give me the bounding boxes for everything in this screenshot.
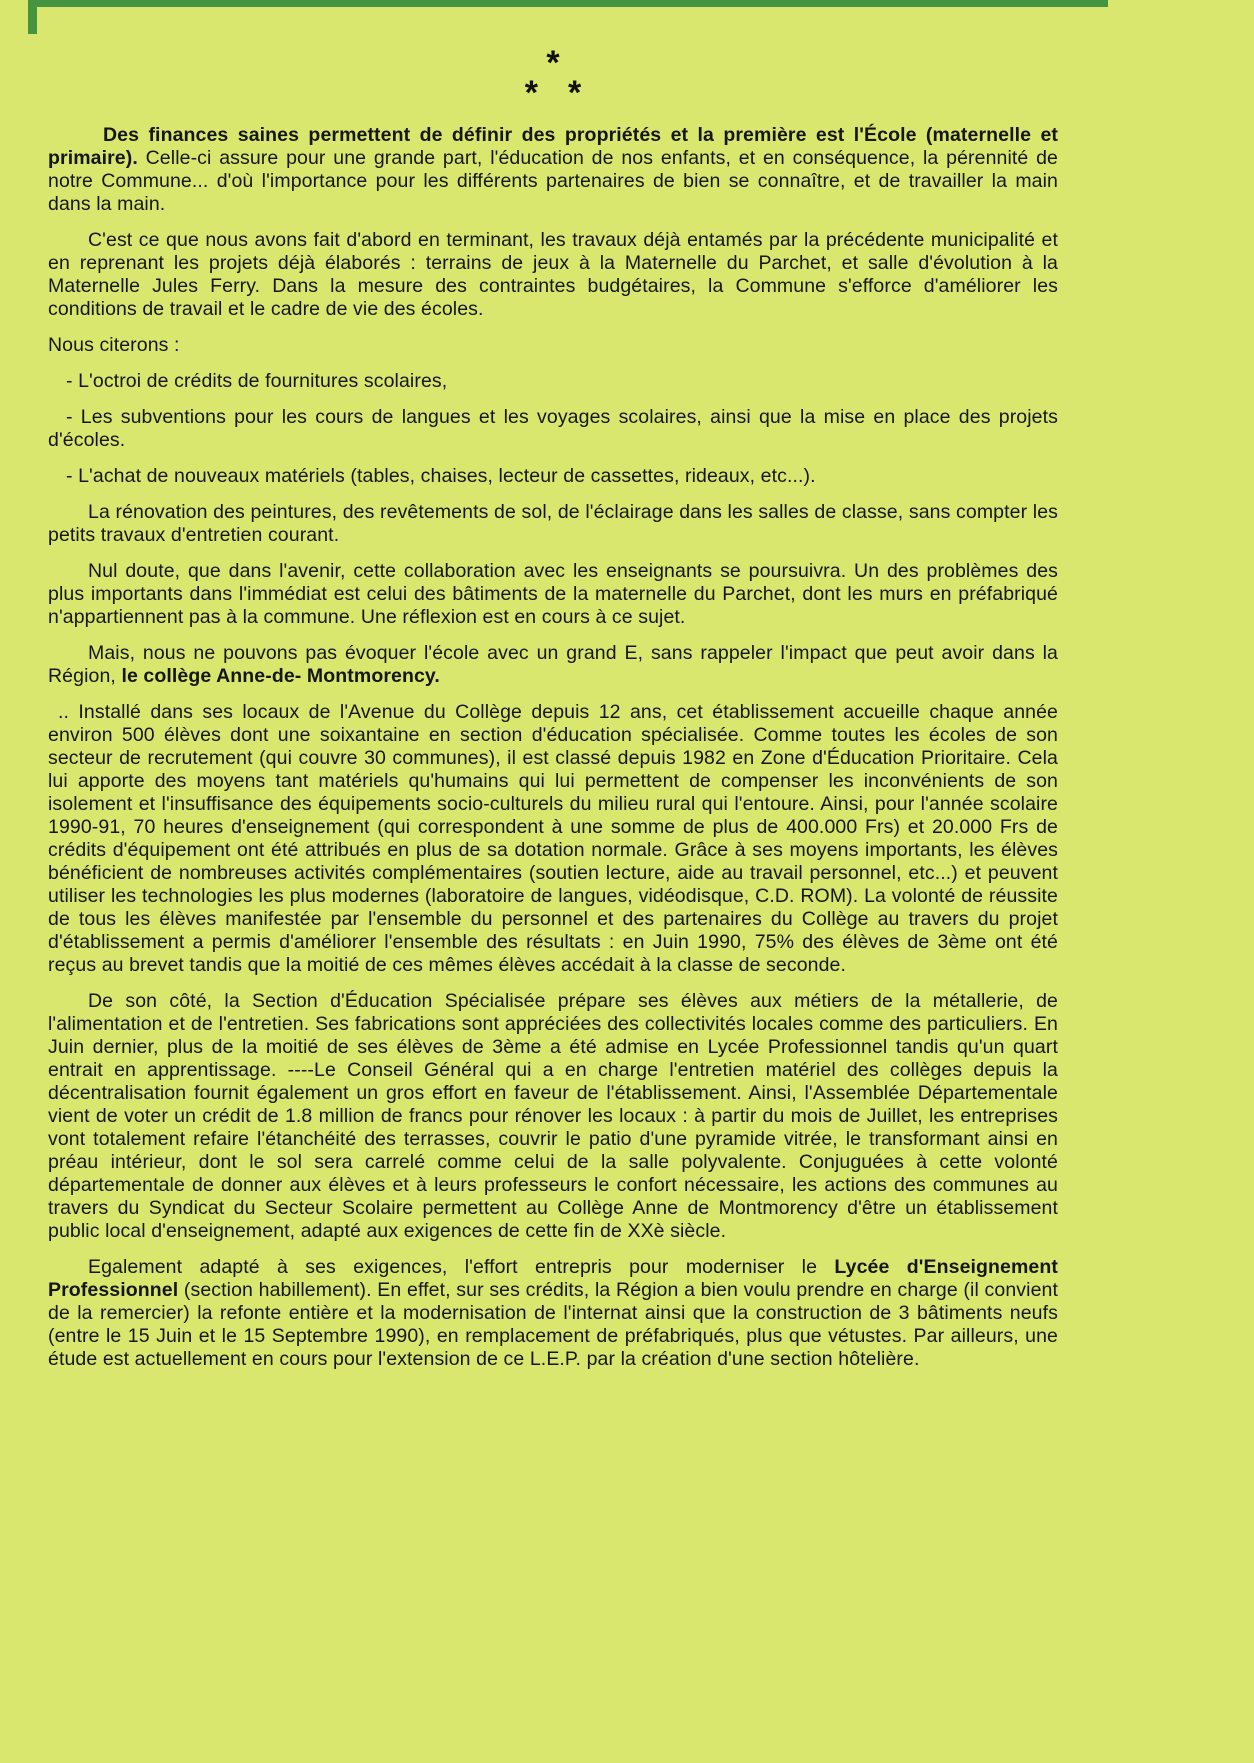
paragraph-finances-intro <box>48 124 1058 216</box>
star-row-bottom <box>48 74 1058 112</box>
paragraph-nous-citerons: Nous citerons : <box>48 334 180 356</box>
lycee-pre-text: Egalement adapté à ses exigences, l'effort entrepris pour moderniser le <box>88 1256 835 1278</box>
list-item-subventions: - Les subventions pour les cours de langues et les voyages scolaires, ainsi que la mise en place des projets d'écoles. <box>48 406 1058 451</box>
scan-edge-strip <box>30 0 1108 7</box>
scan-edge-corner <box>28 0 37 34</box>
paragraph-collaboration: Nul doute, que dans l'avenir, cette collaboration avec les enseignants se poursuivra. Un des problèmes des plus importants dans l'immédiat est celui des bâtiments de la maternelle du Parchet, dont les murs en préfabriqué n'appartiennent pas à la commune. Une réflexion est en cours à ce sujet. <box>48 560 1058 628</box>
lycee-post-text: (section habillement). En effet, sur ses crédits, la Région a bien voulu prendre en charge (il convient de la remercier) la refonte entière et la modernisation de l'internat ainsi que la construction de 3 bâtiments neufs (entre le 15 Juin et le 15 Septembre 1990), en remplacement de préfabriqués, plus que vétustes. Par ailleurs, une étude est actuellement en cours pour l'extension de ce L.E.P. par la création d'une section hôtelière. <box>48 1279 1058 1370</box>
finances-bold-lead: Des finances saines permettent de définir des propriétés et la première est l'École (maternelle et primaire). <box>48 124 1058 169</box>
finances-body-text: Celle-ci assure pour une grande part, l'éducation de nos enfants, et en conséquence, la pérennité de notre Commune... d'où l'importance pour les différents partenaires de bien se connaître, et de travailler la main dans la main. <box>48 147 1058 215</box>
star-row-top <box>48 44 1058 82</box>
star-decoration <box>48 44 1058 112</box>
asterisk-icon: * <box>524 74 538 112</box>
college-intro-text: Mais, nous ne pouvons pas évoquer l'école avec un grand E, sans rappeler l'impact que peut avoir dans la Région, <box>48 642 1058 687</box>
college-name-bold: le collège Anne-de- Montmorency. <box>121 665 440 687</box>
asterisk-icon: * <box>546 44 560 82</box>
lycee-name-bold: Lycée d'Enseignement Professionnel <box>48 1256 1058 1301</box>
list-item-materiels: - L'achat de nouveaux matériels (tables, chaises, lecteur de cassettes, rideaux, etc...). <box>66 465 816 487</box>
paragraph-renovation: La rénovation des peintures, des revêtements de sol, de l'éclairage dans les salles de classe, sans compter les petits travaux d'entretien courant. <box>48 501 1058 546</box>
paragraph-college-detail: .. Installé dans ses locaux de l'Avenue du Collège depuis 12 ans, cet établissement accueille chaque année environ 500 élèves dont une soixantaine en section d'éducation spécialisée. Comme toutes les écoles de son secteur de recrutement (qui couvre 30 communes), il est classé depuis 1982 en Zone d'Éducation Prioritaire. Cela lui apporte des moyens tant matériels qu'humains qui lui permettent de compenser les inconvénients de son isolement et l'insuffisance des équipements socio-culturels du milieu rural qui l'entoure. Ainsi, pour l'année scolaire 1990-91, 70 heures d'enseignement (qui correspondent à une somme de plus de 400.000 Frs) et 20.000 Frs de crédits d'équipement ont été attribués en plus de sa dotation normale. Grâce à ses moyens importants, les élèves bénéficient de nombreuses activités complémentaires (soutien lecture, aide au travail personnel, etc...) et peuvent utiliser les technologies les plus modernes (laboratoire de langues, vidéodisque, C.D. ROM). La volonté de réussite de tous les élèves manifestée par l'ensemble du personnel et des partenaires du Collège au travers du projet d'établissement a permis d'améliorer l'ensemble des résultats : en Juin 1990, 75% des élèves de 3ème ont été reçus au brevet tandis que la moitié de ces mêmes élèves accédait à la classe de seconde. <box>48 701 1058 976</box>
asterisk-icon: * <box>568 74 582 112</box>
paragraph-travaux: C'est ce que nous avons fait d'abord en terminant, les travaux déjà entamés par la précédente municipalité et en reprenant les projets déjà élaborés : terrains de jeux à la Maternelle du Parchet, et salle d'évolution à la Maternelle Jules Ferry. Dans la mesure des contraintes budgétaires, la Commune s'efforce d'améliorer les conditions de travail et le cadre de vie des écoles. <box>48 229 1058 320</box>
paragraph-lycee <box>48 1256 1058 1371</box>
paragraph-college-intro <box>48 642 1058 688</box>
list-item-credits: - L'octroi de crédits de fournitures scolaires, <box>66 370 448 392</box>
paragraph-section-specialisee: De son côté, la Section d'Éducation Spécialisée prépare ses élèves aux métiers de la métallerie, de l'alimentation et de l'entretien. Ses fabrications sont appréciées des collectivités locales comme des particuliers. En Juin dernier, plus de la moitié de ses élèves de 3ème a été admise en Lycée Professionnel tandis qu'un quart entrait en apprentissage. ----Le Conseil Général qui a en charge l'entretien matériel des collèges depuis la décentralisation fournit également un gros effort en faveur de l'établissement. Ainsi, l'Assemblée Départementale vient de voter un crédit de 1.8 million de francs pour rénover les locaux : à partir du mois de Juillet, les entreprises vont totalement refaire l'étanchéité des terrasses, couvrir le patio d'une pyramide vitrée, le transformant ainsi en préau intérieur, dont le sol sera carrelé comme celui de la salle polyvalente. Conjuguées à cette volonté départementale de donner aux élèves et à leurs professeurs le confort nécessaire, les actions des communes au travers du Syndicat du Secteur Scolaire permettent au Collège Anne de Montmorency d'être un établissement public local d'enseignement, adapté aux exigences de cette fin de XXè siècle. <box>48 990 1058 1242</box>
